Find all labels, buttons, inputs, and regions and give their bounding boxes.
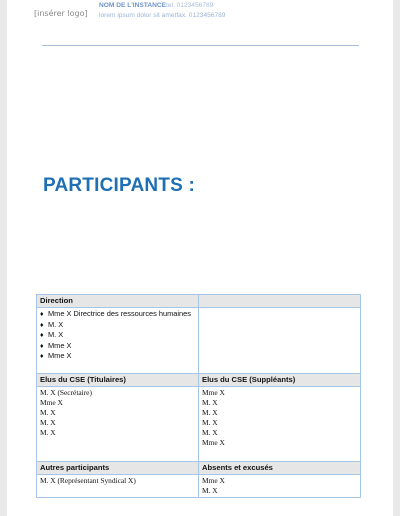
empty-cell bbox=[199, 308, 361, 374]
list-item: ♦ Mme X bbox=[40, 351, 72, 360]
logo-placeholder: [insérer logo] bbox=[34, 9, 88, 18]
list-item: ♦ M. X bbox=[40, 319, 64, 329]
letterhead bbox=[99, 1, 225, 21]
elus-titulaires-cell bbox=[37, 387, 199, 462]
telephone: tel. 0123456789 bbox=[166, 2, 214, 9]
list-item: ♦ Mme X Directrice des ressources humaines bbox=[40, 309, 191, 318]
elus-suppleants-heading: Elus du CSE (Suppléants) bbox=[199, 374, 361, 387]
list-item: M. X bbox=[202, 418, 218, 427]
table-row bbox=[37, 387, 361, 462]
table-row bbox=[37, 308, 361, 374]
list-item: Mme X bbox=[202, 476, 225, 485]
direction-heading: Direction bbox=[37, 295, 199, 308]
table-row bbox=[37, 462, 361, 475]
elus-titulaires-list bbox=[40, 388, 195, 438]
elus-titulaires-heading: Elus du CSE (Titulaires) bbox=[37, 374, 199, 387]
diamond-bullet-icon: ♦ bbox=[40, 342, 44, 350]
list-item: ♦ M. X bbox=[40, 330, 64, 339]
absents-excuses-cell bbox=[199, 475, 361, 498]
instance-name: NOM DE L'INSTANCE bbox=[99, 2, 167, 9]
table-row bbox=[37, 374, 361, 387]
header-divider bbox=[42, 45, 359, 46]
diamond-bullet-icon: ♦ bbox=[40, 353, 44, 360]
letterhead-address: lorem ipsum dolor sit ametfax. 0123456789 bbox=[99, 12, 226, 19]
list-item: M. X bbox=[40, 428, 56, 437]
absents-excuses-heading: Absents et excusés bbox=[199, 462, 361, 475]
list-item: M. X bbox=[202, 428, 218, 437]
list-item: ♦ Mme X bbox=[40, 340, 72, 350]
elus-suppleants-cell bbox=[199, 387, 361, 462]
list-item: M. X bbox=[202, 398, 218, 407]
diamond-bullet-icon: ♦ bbox=[40, 321, 44, 329]
diamond-bullet-icon: ♦ bbox=[40, 332, 44, 339]
autres-participants-list bbox=[40, 476, 195, 486]
diamond-bullet-icon: ♦ bbox=[40, 311, 44, 318]
page-title: PARTICIPANTS : bbox=[43, 175, 195, 196]
autres-participants-cell bbox=[37, 475, 199, 498]
direction-list bbox=[40, 309, 195, 362]
table-row bbox=[37, 295, 361, 308]
absents-excuses-list bbox=[202, 476, 357, 496]
table-row bbox=[37, 475, 361, 498]
list-item: M. X bbox=[202, 486, 218, 495]
list-item: Mme X bbox=[40, 398, 63, 407]
autres-participants-heading: Autres participants bbox=[37, 462, 199, 475]
list-item: M. X bbox=[40, 408, 56, 417]
list-item: Mme X bbox=[202, 388, 225, 397]
list-item: M. X (Représentant Syndical X) bbox=[40, 476, 136, 485]
list-item: M. X bbox=[202, 408, 218, 417]
list-item: M. X (Secrétaire) bbox=[40, 388, 92, 397]
direction-cell bbox=[37, 308, 199, 374]
elus-suppleants-list bbox=[202, 388, 357, 448]
list-item: M. X bbox=[40, 418, 56, 427]
empty-heading-cell bbox=[199, 295, 361, 308]
letterhead-line-1 bbox=[99, 1, 225, 11]
participants-table bbox=[36, 294, 361, 498]
list-item: Mme X bbox=[202, 438, 225, 447]
